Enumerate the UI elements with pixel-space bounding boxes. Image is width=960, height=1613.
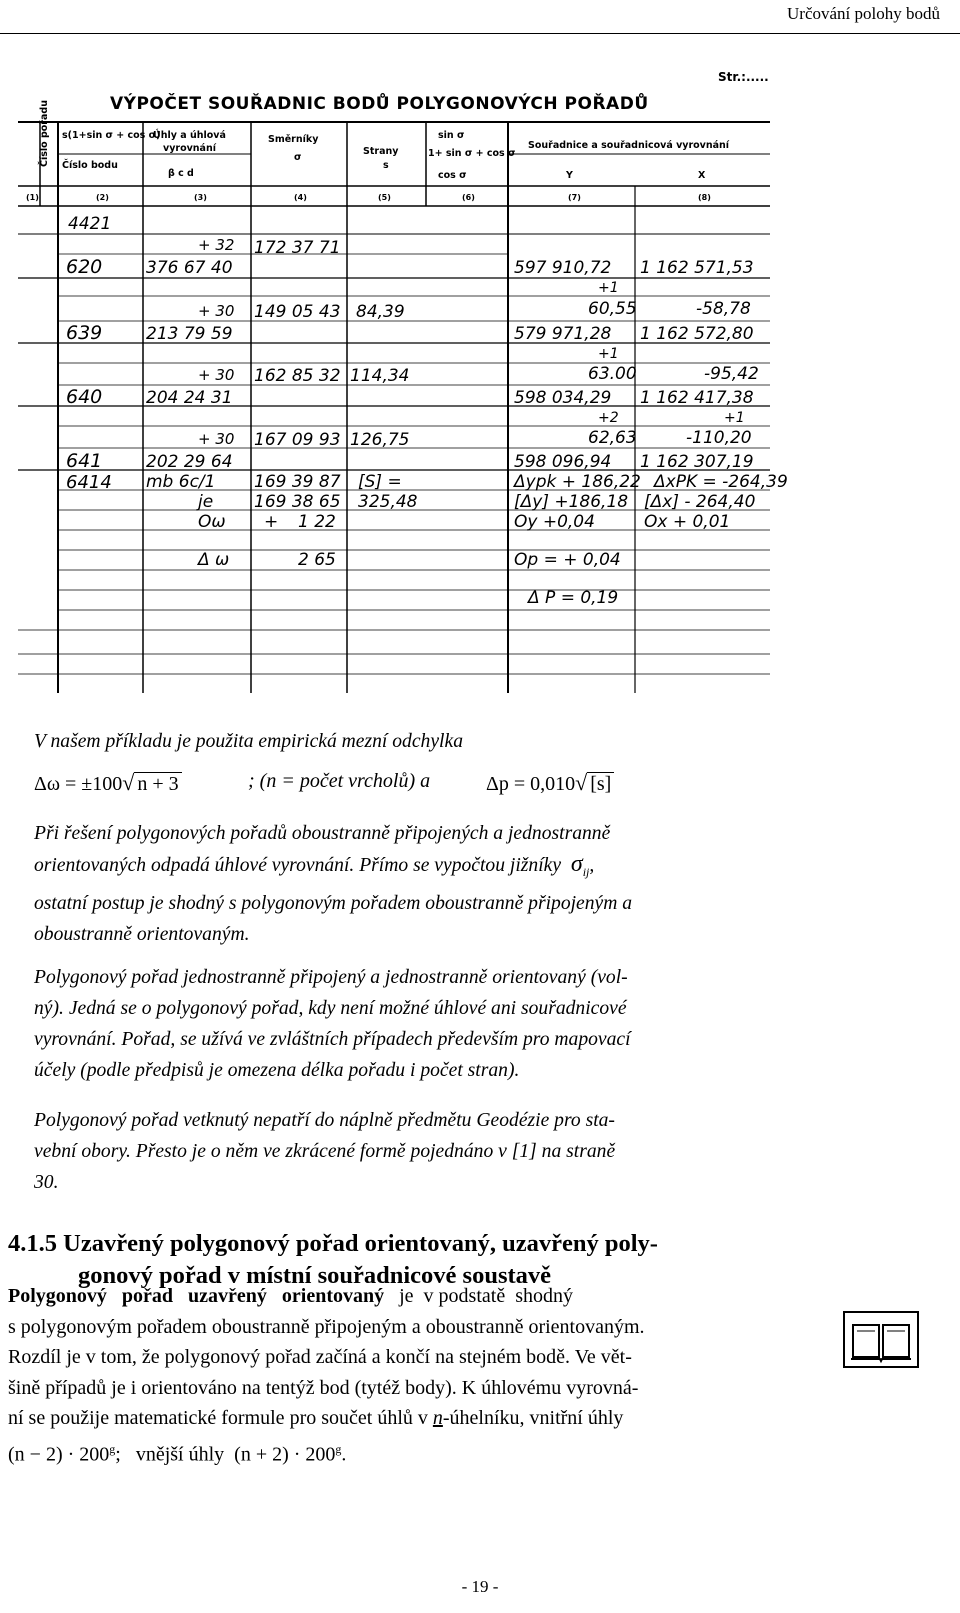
sum-delta-x: [Δx] - 264,40 (644, 492, 756, 512)
gon-superscript: g (109, 1441, 116, 1456)
azimuth-3: 162 85 32 (254, 366, 341, 386)
point-620: 620 (66, 256, 103, 278)
vx-3: +1 (724, 410, 745, 426)
paragraph-3 (34, 962, 808, 1086)
y-639: 579 971,28 (514, 324, 612, 344)
form-page-label: Str.:..... (718, 70, 769, 84)
sum-delta-y: [Δy] +186,18 (514, 492, 629, 512)
paragraph-5-line-3: Rozdíl je v tom, že polygonový pořad začíná a končí na stejném bodě. Ve vět- (8, 1346, 632, 1368)
paragraph-2-line-3: ostatní postup je shodný s polygonovým pořadem oboustranně připojeným a (34, 892, 633, 914)
col-label-poradi: Číslo pořadu (39, 100, 50, 167)
paragraph-5-line-6 (8, 1434, 808, 1470)
col-label-sin: sin σ (438, 130, 465, 141)
section-heading-line-1: 4.1.5 Uzavřený polygonový pořad orientovaný, uzavřený poly- (8, 1230, 658, 1257)
y-620: 597 910,72 (514, 258, 612, 278)
svg-text:(1): (1) (26, 193, 39, 202)
col-label-angles: Úhly a úhlová (153, 130, 226, 141)
formula-omega-lhs: Δω = ±100 (34, 773, 123, 795)
paragraph-4-line: vební obory. Přesto je o něm ve zkrácené formě pojednáno v [1] na straně (34, 1141, 616, 1162)
point-6414: 6414 (66, 472, 112, 493)
col-label-sides-sub: s (383, 160, 389, 171)
point-641: 641 (66, 450, 103, 472)
col-label-y: Y (566, 170, 573, 181)
paragraph-2-line-2 (34, 849, 808, 888)
sum-sides: 325,48 (358, 492, 418, 512)
paragraph-5 (8, 1281, 808, 1470)
exterior-angles-formula: (n + 2) · 200 (234, 1443, 336, 1466)
formula-p-radicand: [s] (587, 772, 614, 796)
delta-omega: Δ ω (198, 550, 230, 570)
x-641: 1 162 307,19 (640, 452, 754, 472)
x-620: 1 162 571,53 (640, 258, 754, 278)
paragraph-2-line-2-text: orientovaných odpadá úhlové vyrovnání. Přímo se vypočtou jižníky (34, 855, 562, 876)
paragraph-2-comma: , (589, 855, 595, 876)
col-label-azimuth-sub: σ (294, 152, 302, 163)
closure-x: Ox + 0,01 (644, 512, 731, 532)
sum-sides-label: [S] = (358, 472, 402, 492)
dy-1: 60,55 (588, 299, 637, 319)
azimuth-8: 2 65 (298, 550, 336, 570)
dx-3: -110,20 (686, 428, 752, 448)
azimuth-4: 167 09 93 (254, 430, 341, 450)
form-title: VÝPOČET SOUŘADNIC BODŮ POLYGONOVÝCH POŘADŮ (110, 94, 649, 114)
correction-4: + 30 (198, 430, 235, 448)
formula-mid: ; (n = počet vrcholů) a (248, 770, 431, 792)
paragraph-3-line: vyrovnání. Pořad, se užívá ve zvláštních případech především pro mapovací (34, 1029, 631, 1050)
correction-3: + 30 (198, 366, 235, 384)
col-label-cos: cos σ (438, 170, 467, 181)
paragraph-2-line-1: Při řešení polygonových pořadů oboustranně připojených a jednostranně (34, 823, 611, 844)
svg-text:(3): (3) (194, 193, 207, 202)
paragraph-4-line: 30. (34, 1172, 59, 1193)
running-header (0, 0, 960, 36)
angle-641: 202 29 64 (146, 452, 233, 472)
paragraph-2-line-4: oboustranně orientovaným. (34, 923, 250, 945)
correction-1: + 32 (198, 236, 235, 254)
delta-p: Δ P = 0,19 (528, 588, 619, 608)
angle-639: 213 79 59 (146, 324, 233, 344)
header-rule (0, 33, 960, 34)
section-heading-line-2: gonový pořad v místní souřadnicové soustavě (78, 1262, 552, 1289)
sigma-symbol: σ (570, 851, 583, 877)
paragraph-3-line: Polygonový pořad jednostranně připojený a jednostranně orientovaný (vol- (34, 967, 628, 988)
formula-period: . (341, 1443, 347, 1466)
col-label-point-title: s(1+sin σ + cos σ) (62, 130, 161, 141)
delta-x-pk: ΔxPK = -264,39 (654, 472, 788, 492)
point-4421: 4421 (68, 214, 112, 234)
measured-angle: mb 6c/1 (146, 472, 216, 492)
bold-term: Polygonový pořad uzavřený orientovaný (8, 1285, 385, 1307)
paragraph-5-line-5 (8, 1403, 808, 1434)
paragraph-5-line-2: s polygonovým pořadem oboustranně připojeným a oboustranně orientovaným. (8, 1315, 645, 1338)
formula-p-lhs: Δp = 0,010 (486, 773, 576, 795)
paragraph-5-line-1-rest: je v podstatě shodný (399, 1285, 573, 1307)
azimuth-7: 1 22 (298, 512, 336, 532)
paragraph-3-line: účely (podle předpisů je omezena délka pořadu i počet stran). (34, 1060, 520, 1081)
svg-text:(6): (6) (462, 193, 475, 202)
paragraph-5-line-1 (8, 1281, 808, 1312)
scanned-calculation-form (18, 58, 793, 693)
interior-angles-formula: (n − 2) · 200 (8, 1443, 110, 1466)
paragraph-4-line: Polygonový pořad vetknutý nepatří do náplně předmětu Geodézie pro sta- (34, 1110, 615, 1131)
formula-omega: Δω = ±100√ n + 3 (34, 770, 182, 796)
paragraph-5-line-4: šině případů je i orientováno na tentýž bod (tytéž body). K úhlovému vyrovná- (8, 1376, 639, 1399)
header-title: Určování polohy bodů (787, 4, 940, 23)
correction-2: + 30 (198, 302, 235, 320)
side-4: 126,75 (350, 430, 410, 450)
sigma-subscript: ij (582, 864, 590, 879)
paragraph-5-line-5-a: ní se použije matematické formule pro součet úhlů v (8, 1407, 428, 1429)
svg-text:(7): (7) (568, 193, 581, 202)
closure-p: Op = + 0,04 (514, 550, 621, 570)
col-label-sides: Strany (363, 146, 399, 157)
formula-p: Δp = 0,010√ [s] (486, 770, 614, 796)
col-label-sum: 1+ sin σ + cos σ (428, 148, 516, 159)
vy-2: +1 (598, 346, 619, 362)
side-2: 84,39 (356, 302, 405, 322)
point-639: 639 (66, 322, 103, 344)
point-640: 640 (66, 386, 103, 408)
side-3: 114,34 (350, 366, 410, 386)
plus-sign: + (264, 512, 279, 532)
paragraph-1: V našem příkladu je použita empirická mezní odchylka (34, 731, 463, 752)
formula-omega-radicand: n + 3 (134, 772, 181, 796)
y-640: 598 034,29 (514, 388, 612, 408)
col-label-coords: Souřadnice a souřadnicová vyrovnání (528, 140, 730, 151)
col-label-angles-sub: β c d (168, 168, 194, 179)
open-book-icon (843, 1311, 919, 1368)
exterior-label: ; vnější úhly (115, 1443, 225, 1466)
dx-2: -95,42 (704, 364, 759, 384)
azimuth-1: 172 37 71 (254, 238, 341, 258)
je-label: je (198, 492, 214, 512)
svg-text:(4): (4) (294, 193, 307, 202)
angle-620: 376 67 40 (146, 258, 233, 278)
n-variable: n (432, 1407, 443, 1429)
paragraph-4 (34, 1105, 808, 1198)
omega-closure: Oω (198, 512, 226, 532)
dy-2: 63.00 (588, 364, 637, 384)
paragraph-3-line: ný). Jedná se o polygonový pořad, kdy není možné úhlové ani souřadnicové (34, 998, 627, 1019)
gon-superscript: g (335, 1441, 342, 1456)
formula-line (34, 768, 804, 808)
angle-640: 204 24 31 (146, 388, 233, 408)
svg-text:(5): (5) (378, 193, 391, 202)
col-label-x: X (698, 170, 706, 181)
vy-3: +2 (598, 410, 619, 426)
paragraph-5-line-5-b: -úhelníku, vnitřní úhly (442, 1407, 624, 1429)
svg-text:(2): (2) (96, 193, 109, 202)
x-639: 1 162 572,80 (640, 324, 754, 344)
x-640: 1 162 417,38 (640, 388, 754, 408)
svg-text:(8): (8) (698, 193, 711, 202)
dx-1: -58,78 (696, 299, 751, 319)
azimuth-2: 149 05 43 (254, 302, 341, 322)
vy-1: +1 (598, 280, 619, 296)
page-number: - 19 - (461, 1577, 499, 1596)
delta-y-pk: Δypk + 186,22 (514, 472, 641, 492)
col-label-angles-2: vyrovnání (163, 143, 216, 154)
dy-3: 62,63 (588, 428, 637, 448)
y-641: 598 096,94 (514, 452, 612, 472)
paragraph-2 (34, 818, 808, 950)
azimuth-6: 169 38 65 (254, 492, 341, 512)
col-label-point: Číslo bodu (62, 160, 118, 171)
closure-y: Oy +0,04 (514, 512, 595, 532)
azimuth-5: 169 39 87 (254, 472, 341, 492)
col-label-azimuth: Směrníky (268, 134, 319, 145)
